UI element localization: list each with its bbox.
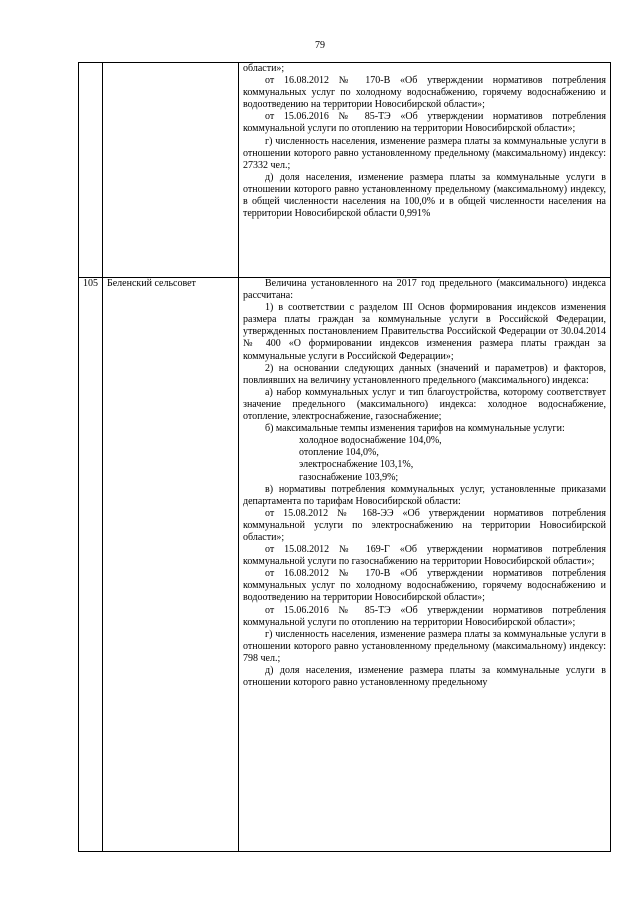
paragraph: г) численность населения, изменение размера платы за коммунальные услуги в отношении которого равно установленному предельному (максимальному) индексу: 798 чел.; bbox=[243, 628, 606, 664]
paragraph: Величина установленного на 2017 год предельного (максимального) индекса рассчитана: bbox=[243, 278, 606, 302]
list-item: отопление 104,0%, bbox=[299, 447, 379, 459]
municipality-name-cell: Беленский сельсовет bbox=[103, 278, 239, 852]
paragraph: от 15.08.2012 № 169-Г «Об утверждении нормативов потребления коммунальной услуги по газоснабжению на территории Новосибирской области»; bbox=[243, 544, 606, 568]
paragraph: от 16.08.2012 № 170-В «Об утверждении нормативов потребления коммунальных услуг по холодному водоснабжению, горячему водоснабжению и водоотведению на территории Новосибирской области»; bbox=[243, 75, 606, 111]
list-item: газоснабжение 103,9%; bbox=[299, 471, 399, 483]
paragraph: б) максимальные темпы изменения тарифов на коммунальные услуги: bbox=[265, 423, 565, 435]
paragraph: 1) в соответствии с разделом III Основ формирования индексов изменения размера платы граждан за коммунальные услуги в Российской Федерации, утвержденных постановлением Правительства Российской Федерации от 30.04.2014 № 400 «О формировании индексов изменения размера платы граждан за коммунальные услуги в Российской Федерации»; bbox=[243, 302, 606, 362]
list-item: холодное водоснабжение 104,0%, bbox=[299, 435, 442, 447]
paragraph: д) доля населения, изменение размера платы за коммунальные услуги в отношении которого равно установленному предельному bbox=[243, 665, 606, 689]
row-number-cell bbox=[79, 63, 103, 278]
municipality-name-cell bbox=[103, 63, 239, 278]
paragraph: г) численность населения, изменение размера платы за коммунальные услуги в отношении которого равно установленному предельному (максимальному) индексу: 27332 чел.; bbox=[243, 135, 606, 171]
paragraph: в) нормативы потребления коммунальных услуг, установленные приказами департамента по тарифам Новосибирской области: bbox=[243, 483, 606, 507]
paragraph: от 15.06.2016 № 85-ТЭ «Об утверждении нормативов потребления коммунальной услуги по отоплению на территории Новосибирской области»; bbox=[243, 111, 606, 135]
paragraph: а) набор коммунальных услуг и тип благоустройства, которому соответствует значение предельного (максимального) индекса: холодное водоснабжение, отопление, электроснабжение, газоснабжение; bbox=[243, 386, 606, 423]
description-cell bbox=[239, 278, 611, 852]
row-number-cell: 105 bbox=[79, 278, 103, 852]
list-item: электроснабжение 103,1%, bbox=[299, 459, 414, 471]
document-table bbox=[78, 62, 611, 852]
table-row bbox=[79, 63, 611, 278]
paragraph: д) доля населения, изменение размера платы за коммунальные услуги в отношении которого равно установленному предельному (максимальному) индексу, в общей численности населения на 100,0% и в общей численности населения на территории Новосибирской области 0,991% bbox=[243, 171, 606, 220]
paragraph: от 16.08.2012 № 170-В «Об утверждении нормативов потребления коммунальных услуг по холодному водоснабжению, горячему водоснабжению и водоотведению на территории Новосибирской области»; bbox=[243, 568, 606, 604]
description-cell bbox=[239, 63, 611, 278]
table-row bbox=[79, 278, 611, 852]
paragraph: области»; bbox=[243, 63, 285, 74]
paragraph: от 15.08.2012 № 168-ЭЭ «Об утверждении нормативов потребления коммунальной услуги по электроснабжению на территории Новосибирской области»; bbox=[243, 507, 606, 543]
page-number: 79 bbox=[315, 40, 325, 51]
paragraph: от 15.06.2016 № 85-ТЭ «Об утверждении нормативов потребления коммунальной услуги по отоплению на территории Новосибирской области»; bbox=[243, 604, 606, 628]
paragraph: 2) на основании следующих данных (значений и параметров) и факторов, повлиявших на величину установленного предельного (максимального) индекса: bbox=[243, 362, 606, 386]
